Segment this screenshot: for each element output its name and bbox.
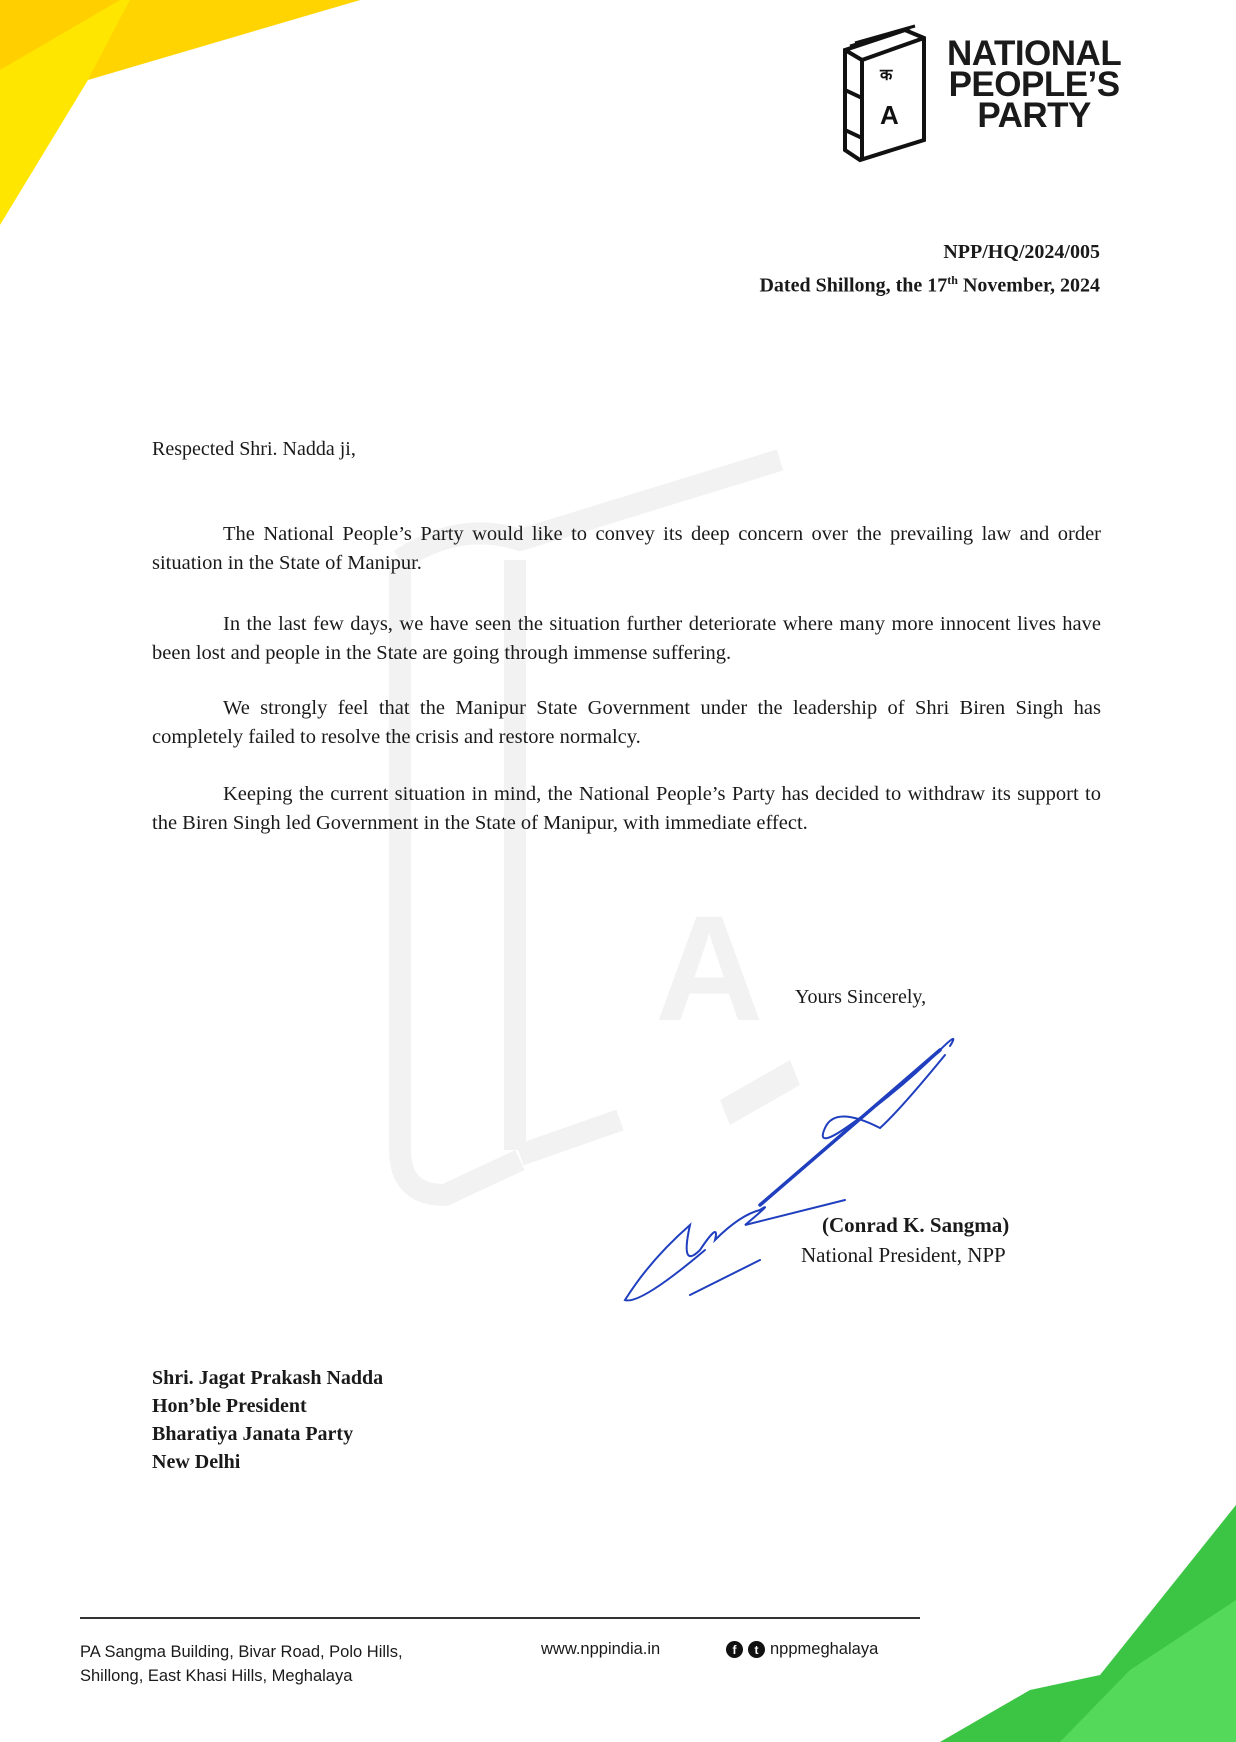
party-name-logo <box>947 34 1122 135</box>
party-name-line: PARTY <box>977 96 1091 135</box>
body-paragraph: In the last few days, we have seen the situation further deteriorate where many more innocent lives have been lost and people in the State are going through immense suffering. <box>152 613 1101 664</box>
addressee-line: Hon’ble President <box>152 1395 307 1417</box>
book-logo-icon <box>845 26 924 160</box>
reference-number: NPP/HQ/2024/005 <box>943 241 1100 263</box>
signatory-title: National President, NPP <box>801 1243 1006 1267</box>
logo-book-letter: A <box>880 100 899 130</box>
date-prefix: Dated Shillong, the 17 <box>759 274 948 297</box>
addressee-line: New Delhi <box>152 1451 241 1473</box>
addressee-block <box>152 1364 383 1476</box>
footer-divider <box>80 1617 920 1619</box>
watermark-letter: A <box>655 884 764 1052</box>
reference-block <box>759 238 1100 300</box>
date-superscript: th <box>947 273 958 287</box>
party-name-line: NATIONAL <box>947 34 1122 73</box>
salutation: Respected Shri. Nadda ji, <box>152 438 356 460</box>
address-line: PA Sangma Building, Bivar Road, Polo Hills, <box>80 1643 403 1661</box>
addressee-line: Bharatiya Janata Party <box>152 1423 354 1445</box>
address-line: Shillong, East Khasi Hills, Meghalaya <box>80 1667 353 1685</box>
footer-address <box>80 1640 403 1688</box>
logo-book-hindi-glyph: क <box>880 65 893 84</box>
letter-date <box>759 266 1100 300</box>
addressee-line: Shri. Jagat Prakash Nadda <box>152 1367 384 1389</box>
closing: Yours Sincerely, <box>795 986 927 1008</box>
body-paragraph: The National People’s Party would like to convey its deep concern over the prevailing law and order situation in the State of Manipur. <box>152 523 1101 574</box>
body-paragraph: We strongly feel that the Manipur State Government under the leadership of Shri Biren Singh has completely failed to resolve the crisis and restore normalcy. <box>152 697 1101 748</box>
social-handle[interactable]: nppmeghalaya <box>770 1640 879 1658</box>
facebook-icon[interactable]: f <box>726 1641 743 1658</box>
watermark-stripe <box>720 1060 800 1125</box>
footer-social <box>726 1640 878 1659</box>
party-name-line: PEOPLE’S <box>948 65 1120 104</box>
date-suffix: November, 2024 <box>957 274 1100 297</box>
twitter-icon[interactable]: t <box>748 1641 765 1658</box>
footer-website-link[interactable]: www.nppindia.in <box>541 1640 661 1658</box>
body-paragraph: Keeping the current situation in mind, the National People’s Party has decided to withdraw its support to the Biren Singh led Government in the State of Manipur, with immediate effect. <box>152 783 1101 834</box>
signatory-name: (Conrad K. Sangma) <box>822 1213 1010 1237</box>
yellow-corner-shape-dark <box>88 0 360 80</box>
